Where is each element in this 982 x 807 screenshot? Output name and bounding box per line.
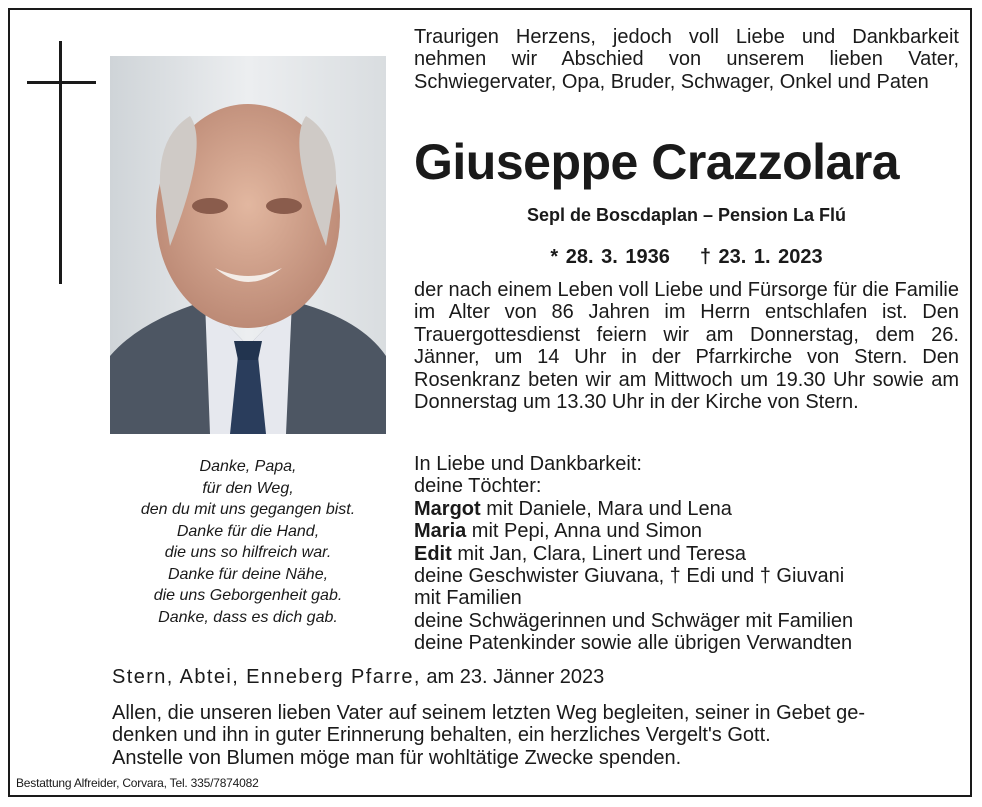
place-parishes: Stern, Abtei, Enneberg Pfarre, <box>112 666 421 688</box>
closing-line: Anstelle von Blumen möge man für wohltätige Zwecke spenden. <box>112 746 682 769</box>
closing-text <box>112 702 959 769</box>
relatives-line: deine Schwägerinnen und Schwäger mit Familien <box>414 609 854 632</box>
daughter-line <box>414 498 959 520</box>
relatives-line: deine Geschwister Giuvana, † Edi und † Giuvani <box>414 565 845 588</box>
birth-date: * 28. 3. 1936 <box>550 246 670 268</box>
daughter-name: Margot <box>414 497 481 520</box>
closing-line: Allen, die unseren lieben Vater auf seinem letzten Weg begleiten, seiner in Gebet ge- <box>112 702 866 724</box>
poem-line: die uns Geborgenheit gab. <box>153 587 343 604</box>
notice-date: am 23. Jänner 2023 <box>420 666 605 688</box>
closing-line: denken und ihn in guter Erinnerung behalten, ein herzliches Vergelt's Gott. <box>112 724 771 747</box>
portrait-photo <box>110 56 386 434</box>
daughters-label: deine Töchter: <box>414 475 542 498</box>
poem-line: Danke für die Hand, <box>176 522 320 540</box>
daughter-name: Maria <box>414 520 467 543</box>
deceased-name: Giuseppe Crazzolara <box>414 134 900 190</box>
family-intro: In Liebe und Dankbarkeit: <box>414 453 642 475</box>
cross-icon-bar <box>27 81 96 84</box>
nickname: Sepl de Boscdaplan – Pension La Flú <box>526 205 847 225</box>
life-dates <box>414 245 959 269</box>
poem-line: die uns so hilfreich war. <box>164 544 332 561</box>
poem-line: für den Weg, <box>202 479 294 497</box>
relatives-line: mit Familien <box>414 587 522 610</box>
daughter-family: mit Jan, Clara, Linert und Teresa <box>451 542 746 565</box>
intro-text: Traurigen Herzens, jedoch voll Liebe und Dankbarkeit nehmen wir Abschied von unserem lieben Vater, Schwiegervater, Opa, Bruder, Schwager, Onkel und Paten <box>414 26 959 93</box>
poem <box>108 456 388 628</box>
daughter-line <box>414 520 959 542</box>
daughter-line <box>414 543 959 565</box>
poem-line: Danke für deine Nähe, <box>167 565 329 583</box>
death-date: † 23. 1. 2023 <box>699 246 823 268</box>
relatives-line: deine Patenkinder sowie alle übrigen Verwandten <box>414 632 853 655</box>
poem-line: Danke, Papa, <box>199 458 297 475</box>
cross-icon <box>59 41 62 284</box>
funeral-home-footer: Bestattung Alfreider, Corvara, Tel. 335/7874082 <box>16 776 259 790</box>
daughter-family: mit Daniele, Mara und Lena <box>480 497 732 520</box>
place-and-date <box>112 665 959 689</box>
daughter-name: Edit <box>414 542 452 565</box>
family-list <box>414 453 959 655</box>
poem-line: Danke, dass es dich gab. <box>158 608 338 626</box>
service-details: der nach einem Leben voll Liebe und Fürsorge für die Familie im Alter von 86 Jahren im Herrn entschlafen ist. Den Trauergottesdienst feiern wir am Donnerstag, dem 26. Jänner, um 14 Uhr in der Pfarrkirche von Stern. Den Rosenkranz beten wir am Mittwoch um 19.30 Uhr sowie am Donnerstag um 13.30 Uhr in der Kirche von Stern. <box>414 279 959 414</box>
poem-line: den du mit uns gegangen bist. <box>140 501 356 518</box>
daughter-family: mit Pepi, Anna und Simon <box>466 520 702 543</box>
